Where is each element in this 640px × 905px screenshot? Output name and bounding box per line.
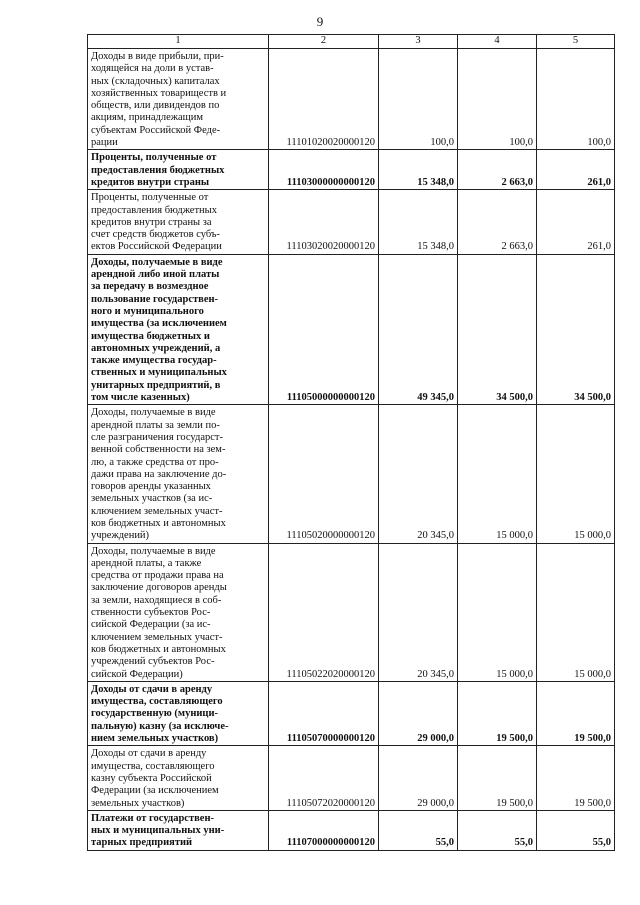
budget-code: 11105070000000120 bbox=[269, 681, 379, 745]
column-header: 2 bbox=[269, 35, 379, 49]
revenue-name-cell bbox=[88, 190, 269, 254]
value-col5: 261,0 bbox=[537, 150, 615, 190]
value-col3: 20 345,0 bbox=[379, 405, 458, 543]
table-row bbox=[88, 543, 615, 681]
column-header: 1 bbox=[88, 35, 269, 49]
table-row bbox=[88, 405, 615, 543]
value-col5: 100,0 bbox=[537, 49, 615, 150]
value-col4: 19 500,0 bbox=[458, 681, 537, 745]
budget-code: 11103000000000120 bbox=[269, 150, 379, 190]
value-col5: 15 000,0 bbox=[537, 405, 615, 543]
column-header: 5 bbox=[537, 35, 615, 49]
value-col5: 19 500,0 bbox=[537, 746, 615, 810]
value-col4: 55,0 bbox=[458, 810, 537, 850]
value-col3: 15 348,0 bbox=[379, 150, 458, 190]
budget-code: 11105020000000120 bbox=[269, 405, 379, 543]
value-col4: 34 500,0 bbox=[458, 254, 537, 405]
budget-code: 11105000000000120 bbox=[269, 254, 379, 405]
revenue-name: Доходы, получаемые в виде арендной либо иной платы за передачу в возмездное пользование государствен- ного и муниципального имущества (за исключением имущества бюджетных и автономных учреждений, а также имущества государ- ственных и муниципальных унитарных предприятий, в том числе казенных) bbox=[91, 256, 227, 404]
budget-code: 11101020020000120 bbox=[269, 49, 379, 150]
revenue-name-cell bbox=[88, 681, 269, 745]
revenue-name: Доходы от сдачи в аренду имущества, составляющего казну субъекта Российской Федерации (за исключением земельных участков) bbox=[91, 748, 219, 809]
value-col3: 29 000,0 bbox=[379, 681, 458, 745]
value-col3: 20 345,0 bbox=[379, 543, 458, 681]
revenue-name: Доходы в виде прибыли, при- ходящейся на доли в устав- ных (складочных) капиталах хозяйственных товариществ и обществ, или дивидендов по акциям, принадлежащим субъектам Российской Феде- рации bbox=[91, 51, 227, 149]
budget-code: 11105022020000120 bbox=[269, 543, 379, 681]
revenue-name-cell bbox=[88, 810, 269, 850]
value-col5: 19 500,0 bbox=[537, 681, 615, 745]
revenue-name: Проценты, полученные от предоставления бюджетных кредитов внутри страны bbox=[91, 152, 225, 188]
table-row bbox=[88, 810, 615, 850]
value-col4: 19 500,0 bbox=[458, 746, 537, 810]
revenue-name: Доходы, получаемые в виде арендной платы за земли по- сле разграничения государст- венной собственности на зем- лю, а также средства от про- дажи права на заключение до- говоров аренды указанных земельных участков (за ис- ключением земельных участ- ков бюджетных и автономных учреждений) bbox=[91, 407, 227, 542]
table-row bbox=[88, 190, 615, 254]
column-header: 4 bbox=[458, 35, 537, 49]
revenue-name: Платежи от государствен- ных и муниципальных уни- тарных предприятий bbox=[91, 812, 225, 849]
value-col4: 100,0 bbox=[458, 49, 537, 150]
value-col4: 2 663,0 bbox=[458, 150, 537, 190]
value-col4: 15 000,0 bbox=[458, 405, 537, 543]
column-header: 3 bbox=[379, 35, 458, 49]
table-row bbox=[88, 150, 615, 190]
revenue-name-cell bbox=[88, 543, 269, 681]
value-col3: 100,0 bbox=[379, 49, 458, 150]
table-row bbox=[88, 746, 615, 810]
value-col5: 55,0 bbox=[537, 810, 615, 850]
budget-code: 11103020020000120 bbox=[269, 190, 379, 254]
page-number: 9 bbox=[316, 14, 324, 29]
table-header-row bbox=[88, 35, 615, 49]
revenue-name-cell bbox=[88, 150, 269, 190]
budget-code: 11107000000000120 bbox=[269, 810, 379, 850]
table-row bbox=[88, 49, 615, 150]
revenue-name-cell bbox=[88, 49, 269, 150]
value-col4: 2 663,0 bbox=[458, 190, 537, 254]
budget-code: 11105072020000120 bbox=[269, 746, 379, 810]
value-col5: 261,0 bbox=[537, 190, 615, 254]
value-col3: 29 000,0 bbox=[379, 746, 458, 810]
value-col5: 34 500,0 bbox=[537, 254, 615, 405]
value-col4: 15 000,0 bbox=[458, 543, 537, 681]
value-col3: 15 348,0 bbox=[379, 190, 458, 254]
revenue-name: Доходы от сдачи в аренду имущества, составляющего государственную (муници- пальную) казну (за исключе- нием земельных участков) bbox=[91, 683, 229, 745]
value-col3: 55,0 bbox=[379, 810, 458, 850]
revenue-name-cell bbox=[88, 405, 269, 543]
value-col5: 15 000,0 bbox=[537, 543, 615, 681]
table-row bbox=[88, 681, 615, 745]
revenue-name: Проценты, полученные от предоставления бюджетных кредитов внутри страны за счет средств бюджетов субъ- ектов Российской Федерации bbox=[91, 192, 222, 253]
value-col3: 49 345,0 bbox=[379, 254, 458, 405]
revenue-name-cell bbox=[88, 254, 269, 405]
revenue-name: Доходы, получаемые в виде арендной платы, а также средства от продажи права на заключение договоров аренды за земли, находящиеся в соб- ственности субъектов Рос- сийской Федерации (за ис- ключением земельных участ- ков бюджетных и автономных учреждений субъектов Рос- сийской Федерации) bbox=[91, 545, 227, 680]
revenue-table bbox=[87, 34, 615, 851]
revenue-name-cell bbox=[88, 746, 269, 810]
table-row bbox=[88, 254, 615, 405]
